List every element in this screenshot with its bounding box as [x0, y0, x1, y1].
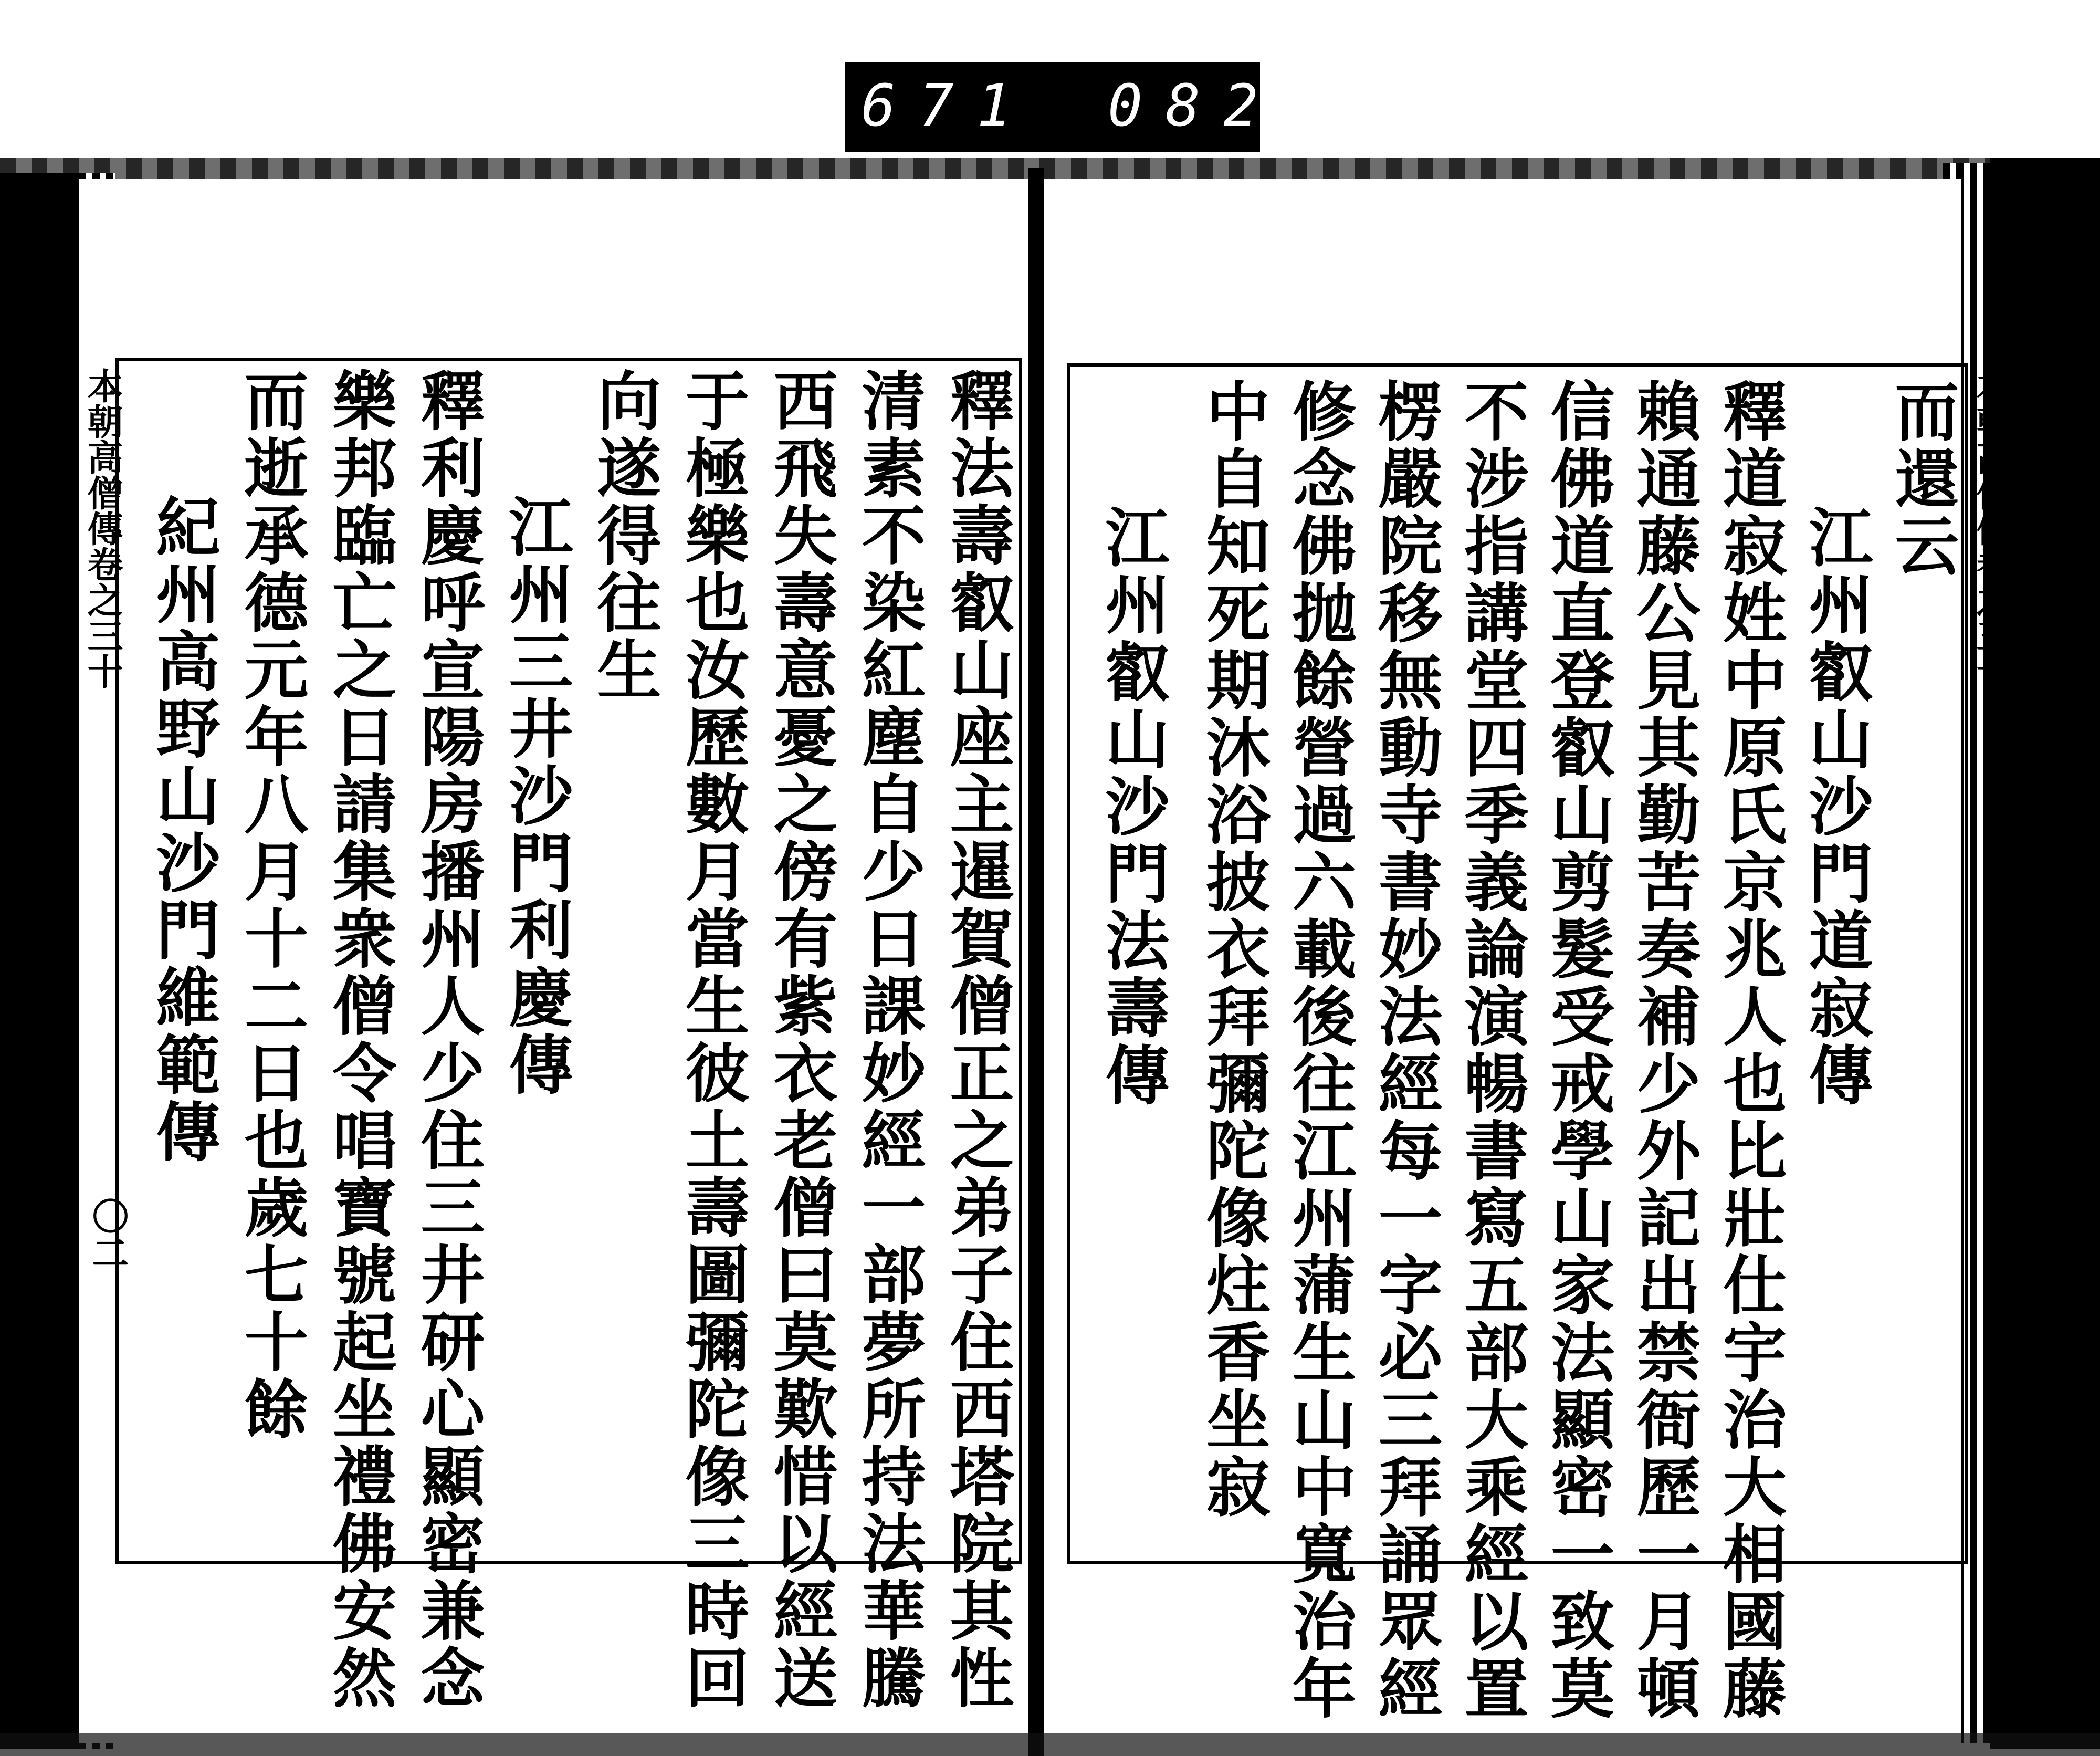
scan-top-edge	[0, 158, 2100, 179]
text-column: 西飛失壽意憂之傍有紫衣老僧曰莫歎惜以經送	[763, 368, 838, 1712]
text-column: 楞嚴院移無動寺書妙法經每一字必三拜誦眾經	[1368, 378, 1443, 1722]
text-column: 信佛道直登叡山剪髮受戒學山家法顯密一致莫	[1540, 378, 1615, 1722]
scan-left-edge	[0, 173, 79, 1749]
text-column: 中自知死期沐浴披衣拜彌陀像炷香坐寂	[1195, 378, 1271, 1521]
text-column: 賴通藤公見其勤苦奏補少外記出禁衙歷一月頓	[1626, 378, 1702, 1722]
frame-number-left: 671	[861, 72, 1035, 139]
left-page-folio: 〇二	[86, 1197, 130, 1271]
right-page-hashira: 本朝高僧傳卷之三十	[1970, 368, 2012, 689]
text-column: 向遂得往生	[586, 368, 662, 704]
section-heading: 江州三井沙門利慶傳	[498, 494, 574, 1099]
text-column: 而還云	[1884, 378, 1960, 580]
text-column: 于極樂也汝歷數月當生彼土壽圖彌陀像三時回	[675, 368, 750, 1712]
text-column: 釋利慶呼宣陽房播州人少住三井研心顯密兼念	[410, 368, 486, 1712]
text-column: 釋道寂姓中原氏京兆人也比壯仕宇治大相國藤	[1712, 378, 1788, 1722]
text-column: 不涉指講堂四季義論演暢書寫五部大乘經以置	[1454, 378, 1529, 1722]
text-column: 清素不染紅塵自少日課妙經一部夢所持法華騰	[851, 368, 927, 1712]
section-heading: 江州叡山沙門法壽傳	[1095, 504, 1170, 1109]
text-column: 釋法壽叡山座主暹賀僧正之弟子住西塔院其性	[939, 368, 1015, 1712]
text-column: 而逝承德元年八月十二日也歲七十餘	[234, 368, 309, 1443]
scan-bottom-edge	[0, 1733, 2100, 1756]
section-heading: 江州叡山沙門道寂傳	[1798, 504, 1874, 1109]
frame-number-right: 082.	[1108, 72, 1339, 139]
left-page-hashira: 本朝高僧傳卷之三十	[81, 368, 123, 689]
right-page-folio: 〇十	[1976, 1176, 2020, 1250]
book-spine	[1028, 168, 1044, 1756]
text-column: 樂邦臨亡之日請集衆僧令唱寶號起坐禮佛安然	[322, 368, 397, 1712]
section-heading: 紀州高野山沙門維範傳	[145, 494, 221, 1166]
text-column: 修念佛抛餘營過六載後往江州蒲生山中寬治年	[1282, 378, 1357, 1722]
frame-number-plate	[845, 62, 1339, 152]
